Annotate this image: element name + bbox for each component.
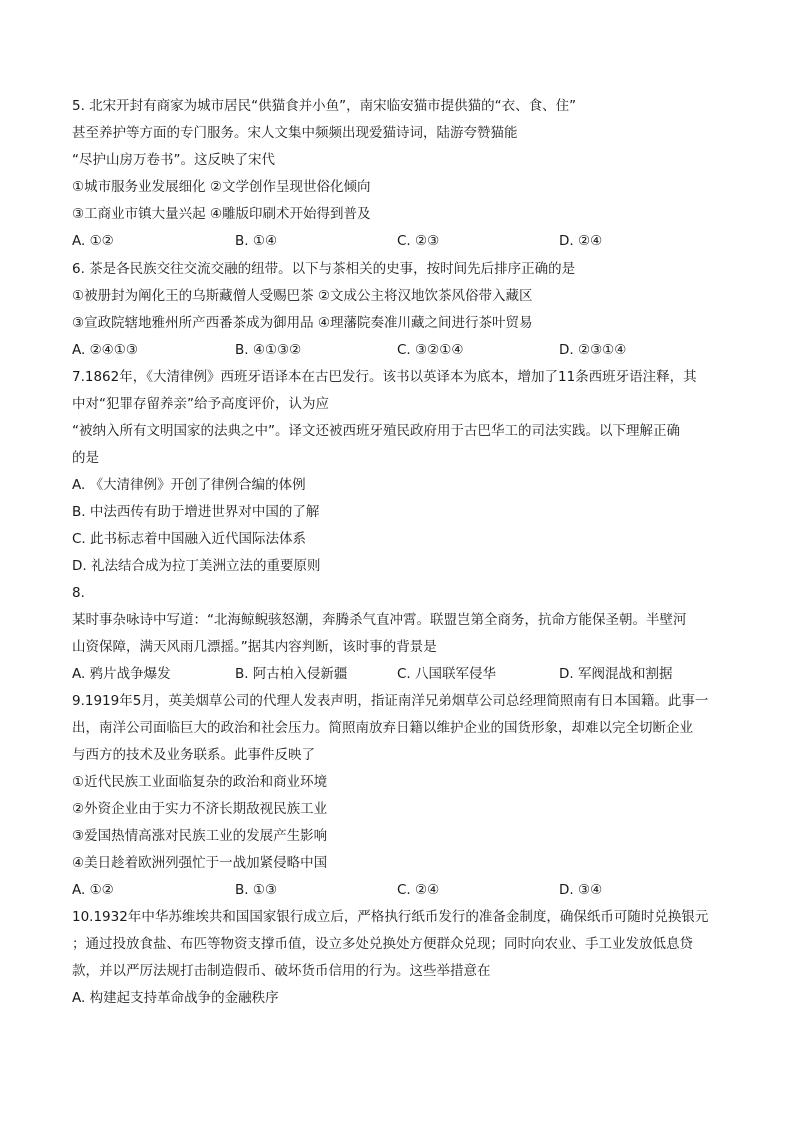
q5-stem-line-3: “尽护山房万卷书”。这反映了宋代 bbox=[72, 152, 275, 168]
q8-options bbox=[72, 664, 722, 684]
q9-option-a: A. ①② bbox=[72, 882, 114, 898]
q6-statement-3-4: ③宣政院辖地雅州所产西番茶成为御用品 ④理藩院奏准川藏之间进行茶叶贸易 bbox=[72, 315, 533, 331]
q7-option-c: C. 此书标志着中国融入近代国际法体系 bbox=[72, 531, 307, 547]
q9-statement-1: ①近代民族工业面临复杂的政治和商业环境 bbox=[72, 774, 328, 790]
q5-option-d: D. ②④ bbox=[559, 233, 603, 249]
q7-stem-line-1: 7.1862年，《大清律例》西班牙语译本在古巴发行。该书以英译本为底本，增加了11条西班牙语注释，其 bbox=[72, 369, 697, 385]
q8-number: 8. bbox=[72, 585, 85, 601]
q7-stem-line-2: 中对“犯罪存留养亲”给予高度评价，认为应 bbox=[72, 396, 329, 412]
q6-options bbox=[72, 340, 722, 360]
q8-stem-line-2: 山资保障，满天风雨几漂摇。”据其内容判断，该时事的背景是 bbox=[72, 639, 437, 655]
q6-stem-line-1: 6. 茶是各民族交往交流交融的纽带。以下与茶相关的史事，按时间先后排序正确的是 bbox=[72, 261, 576, 277]
q5-option-a: A. ①② bbox=[72, 233, 114, 249]
q10-stem-line-1: 10.1932年中华苏维埃共和国国家银行成立后，严格执行纸币发行的准备金制度，确保纸币可随时兑换银元 bbox=[72, 909, 709, 925]
q5-stem-line-1: 5. 北宋开封有商家为城市居民“供猫食并小鱼”，南宋临安猫市提供猫的“衣、食、住” bbox=[72, 98, 577, 114]
q6-option-d: D. ②③①④ bbox=[559, 342, 627, 358]
q9-stem-line-3: 与西方的技术及业务联系。此事件反映了 bbox=[72, 747, 315, 763]
q9-stem-line-1: 9.1919年5月，英美烟草公司的代理人发表声明，指证南洋兄弟烟草公司总经理简照南有日本国籍。此事一 bbox=[72, 693, 709, 709]
q6-option-a: A. ②④①③ bbox=[72, 342, 138, 358]
q10-option-a: A. 构建起支持革命战争的金融秩序 bbox=[72, 990, 279, 1006]
q6-option-b: B. ④①③② bbox=[235, 342, 302, 358]
q7-option-a: A. 《大清律例》开创了律例合编的体例 bbox=[72, 477, 306, 493]
q8-option-d: D. 军阀混战和割据 bbox=[559, 666, 673, 682]
q8-stem-line-1: 某时事杂咏诗中写道：“北海鲸鲵骇怒潮，奔腾杀气直冲霄。联盟岂第全商务，抗命方能保圣朝。半壁河 bbox=[72, 612, 687, 628]
q7-stem-line-3: “被纳入所有文明国家的法典之中”。译文还被西班牙殖民政府用于古巴华工的司法实践。以下理解正确 bbox=[72, 423, 680, 439]
q9-statement-2: ②外资企业由于实力不济长期敌视民族工业 bbox=[72, 801, 328, 817]
q5-option-c: C. ②③ bbox=[397, 233, 440, 249]
q6-statement-1-2: ①被册封为阐化王的乌斯藏僧人受赐巴茶 ②文成公主将汉地饮茶风俗带入藏区 bbox=[72, 288, 533, 304]
q9-options bbox=[72, 880, 722, 900]
q9-option-c: C. ②④ bbox=[397, 882, 440, 898]
q5-stem-line-2: 甚至养护等方面的专门服务。宋人文集中频频出现爱猫诗词，陆游夸赞猫能 bbox=[72, 125, 518, 141]
q7-option-b: B. 中法西传有助于增进世界对中国的了解 bbox=[72, 504, 320, 520]
q9-option-d: D. ③④ bbox=[559, 882, 603, 898]
q5-option-b: B. ①④ bbox=[235, 233, 278, 249]
q9-statement-4: ④美日趁着欧洲列强忙于一战加紧侵略中国 bbox=[72, 855, 328, 871]
q10-stem-line-2: ；通过投放食盐、布匹等物资支撑币值，设立多处兑换处方便群众兑现；同时向农业、手工业发放低息贷 bbox=[72, 936, 693, 952]
q9-statement-3: ③爱国热情高涨对民族工业的发展产生影响 bbox=[72, 828, 328, 844]
q8-option-b: B. 阿古柏入侵新疆 bbox=[235, 666, 348, 682]
q9-option-b: B. ①③ bbox=[235, 882, 278, 898]
q10-stem-line-3: 款，并以严厉法规打击制造假币、破坏货币信用的行为。这些举措意在 bbox=[72, 963, 491, 979]
q8-option-c: C. 八国联军侵华 bbox=[397, 666, 497, 682]
q5-statement-1-2: ①城市服务业发展细化 ②文学创作呈现世俗化倾向 bbox=[72, 179, 371, 195]
q7-stem-line-4: 的是 bbox=[72, 450, 99, 466]
q5-options bbox=[72, 231, 722, 251]
q8-option-a: A. 鸦片战争爆发 bbox=[72, 666, 171, 682]
q5-statement-3-4: ③工商业市镇大量兴起 ④雕版印刷术开始得到普及 bbox=[72, 206, 371, 222]
q9-stem-line-2: 出，南洋公司面临巨大的政治和社会压力。简照南放弃日籍以维护企业的国货形象，却难以完全切断企业 bbox=[72, 720, 693, 736]
q7-option-d: D. 礼法结合成为拉丁美洲立法的重要原则 bbox=[72, 558, 321, 574]
q6-option-c: C. ③②①④ bbox=[397, 342, 464, 358]
